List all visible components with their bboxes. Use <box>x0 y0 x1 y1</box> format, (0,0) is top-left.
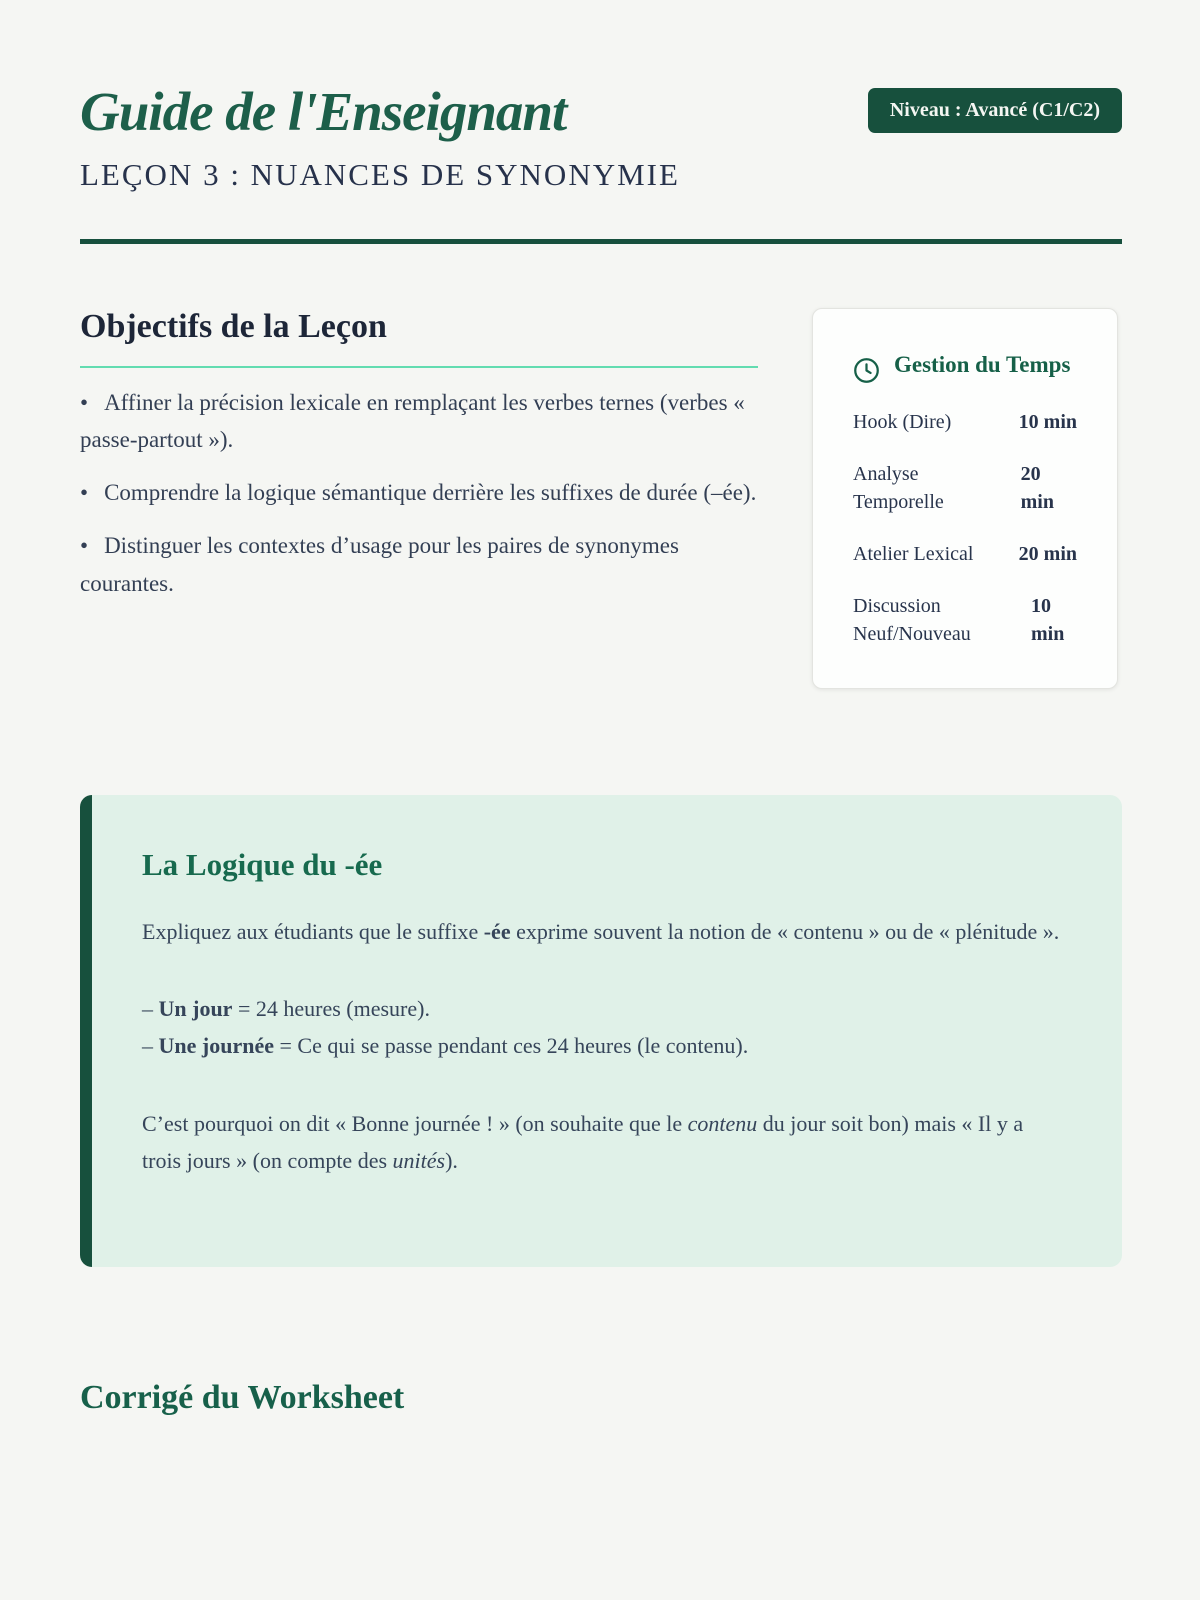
page-title: Guide de l'Enseignant <box>80 81 567 142</box>
lesson-subtitle: LEÇON 3 : NUANCES DE SYNONYMIE <box>80 156 680 192</box>
header-divider <box>80 239 1122 244</box>
page-header <box>80 82 1122 193</box>
title-block <box>80 82 680 193</box>
objective-text: Distinguer les contextes d’usage pour les paires de synonymes courantes. <box>80 533 679 596</box>
schedule-label: Discussion Neuf/Nouveau <box>853 594 971 645</box>
bullet-marker: • <box>80 480 89 505</box>
schedule-label: Analyse Temporelle <box>853 462 944 513</box>
objectives-column <box>80 308 758 602</box>
level-badge: Niveau : Avancé (C1/C2) <box>868 88 1122 133</box>
time-management-card <box>812 308 1118 689</box>
schedule-row <box>853 592 1077 648</box>
objectives-heading: Objectifs de la Leçon <box>80 308 758 368</box>
schedule-label: Hook (Dire) <box>853 410 952 433</box>
schedule-row <box>853 408 1077 436</box>
objective-item <box>80 527 758 602</box>
pedagogy-callout <box>80 795 1122 1268</box>
clock-icon <box>853 357 880 384</box>
schedule-row <box>853 460 1077 516</box>
objective-text: Affiner la précision lexicale en remplaçant les verbes ternes (verbes « passe-partout »). <box>80 389 745 452</box>
card-title: Gestion du Temps <box>894 351 1071 377</box>
schedule-value: 20 min <box>1018 542 1077 565</box>
callout-paragraph: C’est pourquoi on dit « Bonne journée ! » (on souhaite que le contenu du jour soit bon) mais « Il y a trois jours » (on compte des unités). <box>142 1110 1024 1174</box>
schedule-value: 10 min <box>1018 410 1077 433</box>
callout-paragraph: Expliquez aux étudiants que le suffixe -ée exprime souvent la notion de « contenu » ou de « plénitude ». <box>142 918 1060 944</box>
bullet-marker: • <box>80 389 89 415</box>
schedule-value: 10 min <box>1031 594 1065 645</box>
schedule-row <box>853 540 1077 568</box>
card-title-row <box>853 349 1077 384</box>
schedule-value: 20 min <box>1020 462 1054 513</box>
objectives-section <box>80 308 1122 689</box>
schedule-label: Atelier Lexical <box>853 542 974 565</box>
callout-line: – Un jour = 24 heures (mesure). <box>142 995 430 1021</box>
callout-title: La Logique du -ée <box>142 846 383 882</box>
objective-item <box>80 384 758 459</box>
callout-line: – Une journée = Ce qui se passe pendant ces 24 heures (le contenu). <box>142 1033 749 1059</box>
objective-text: Comprendre la logique sémantique derrière les suffixes de durée (–ée). <box>104 480 757 505</box>
bullet-marker: • <box>80 533 89 559</box>
worksheet-answers-heading: Corrigé du Worksheet <box>80 1379 405 1417</box>
objectives-list <box>80 384 758 602</box>
objective-item <box>80 474 758 511</box>
